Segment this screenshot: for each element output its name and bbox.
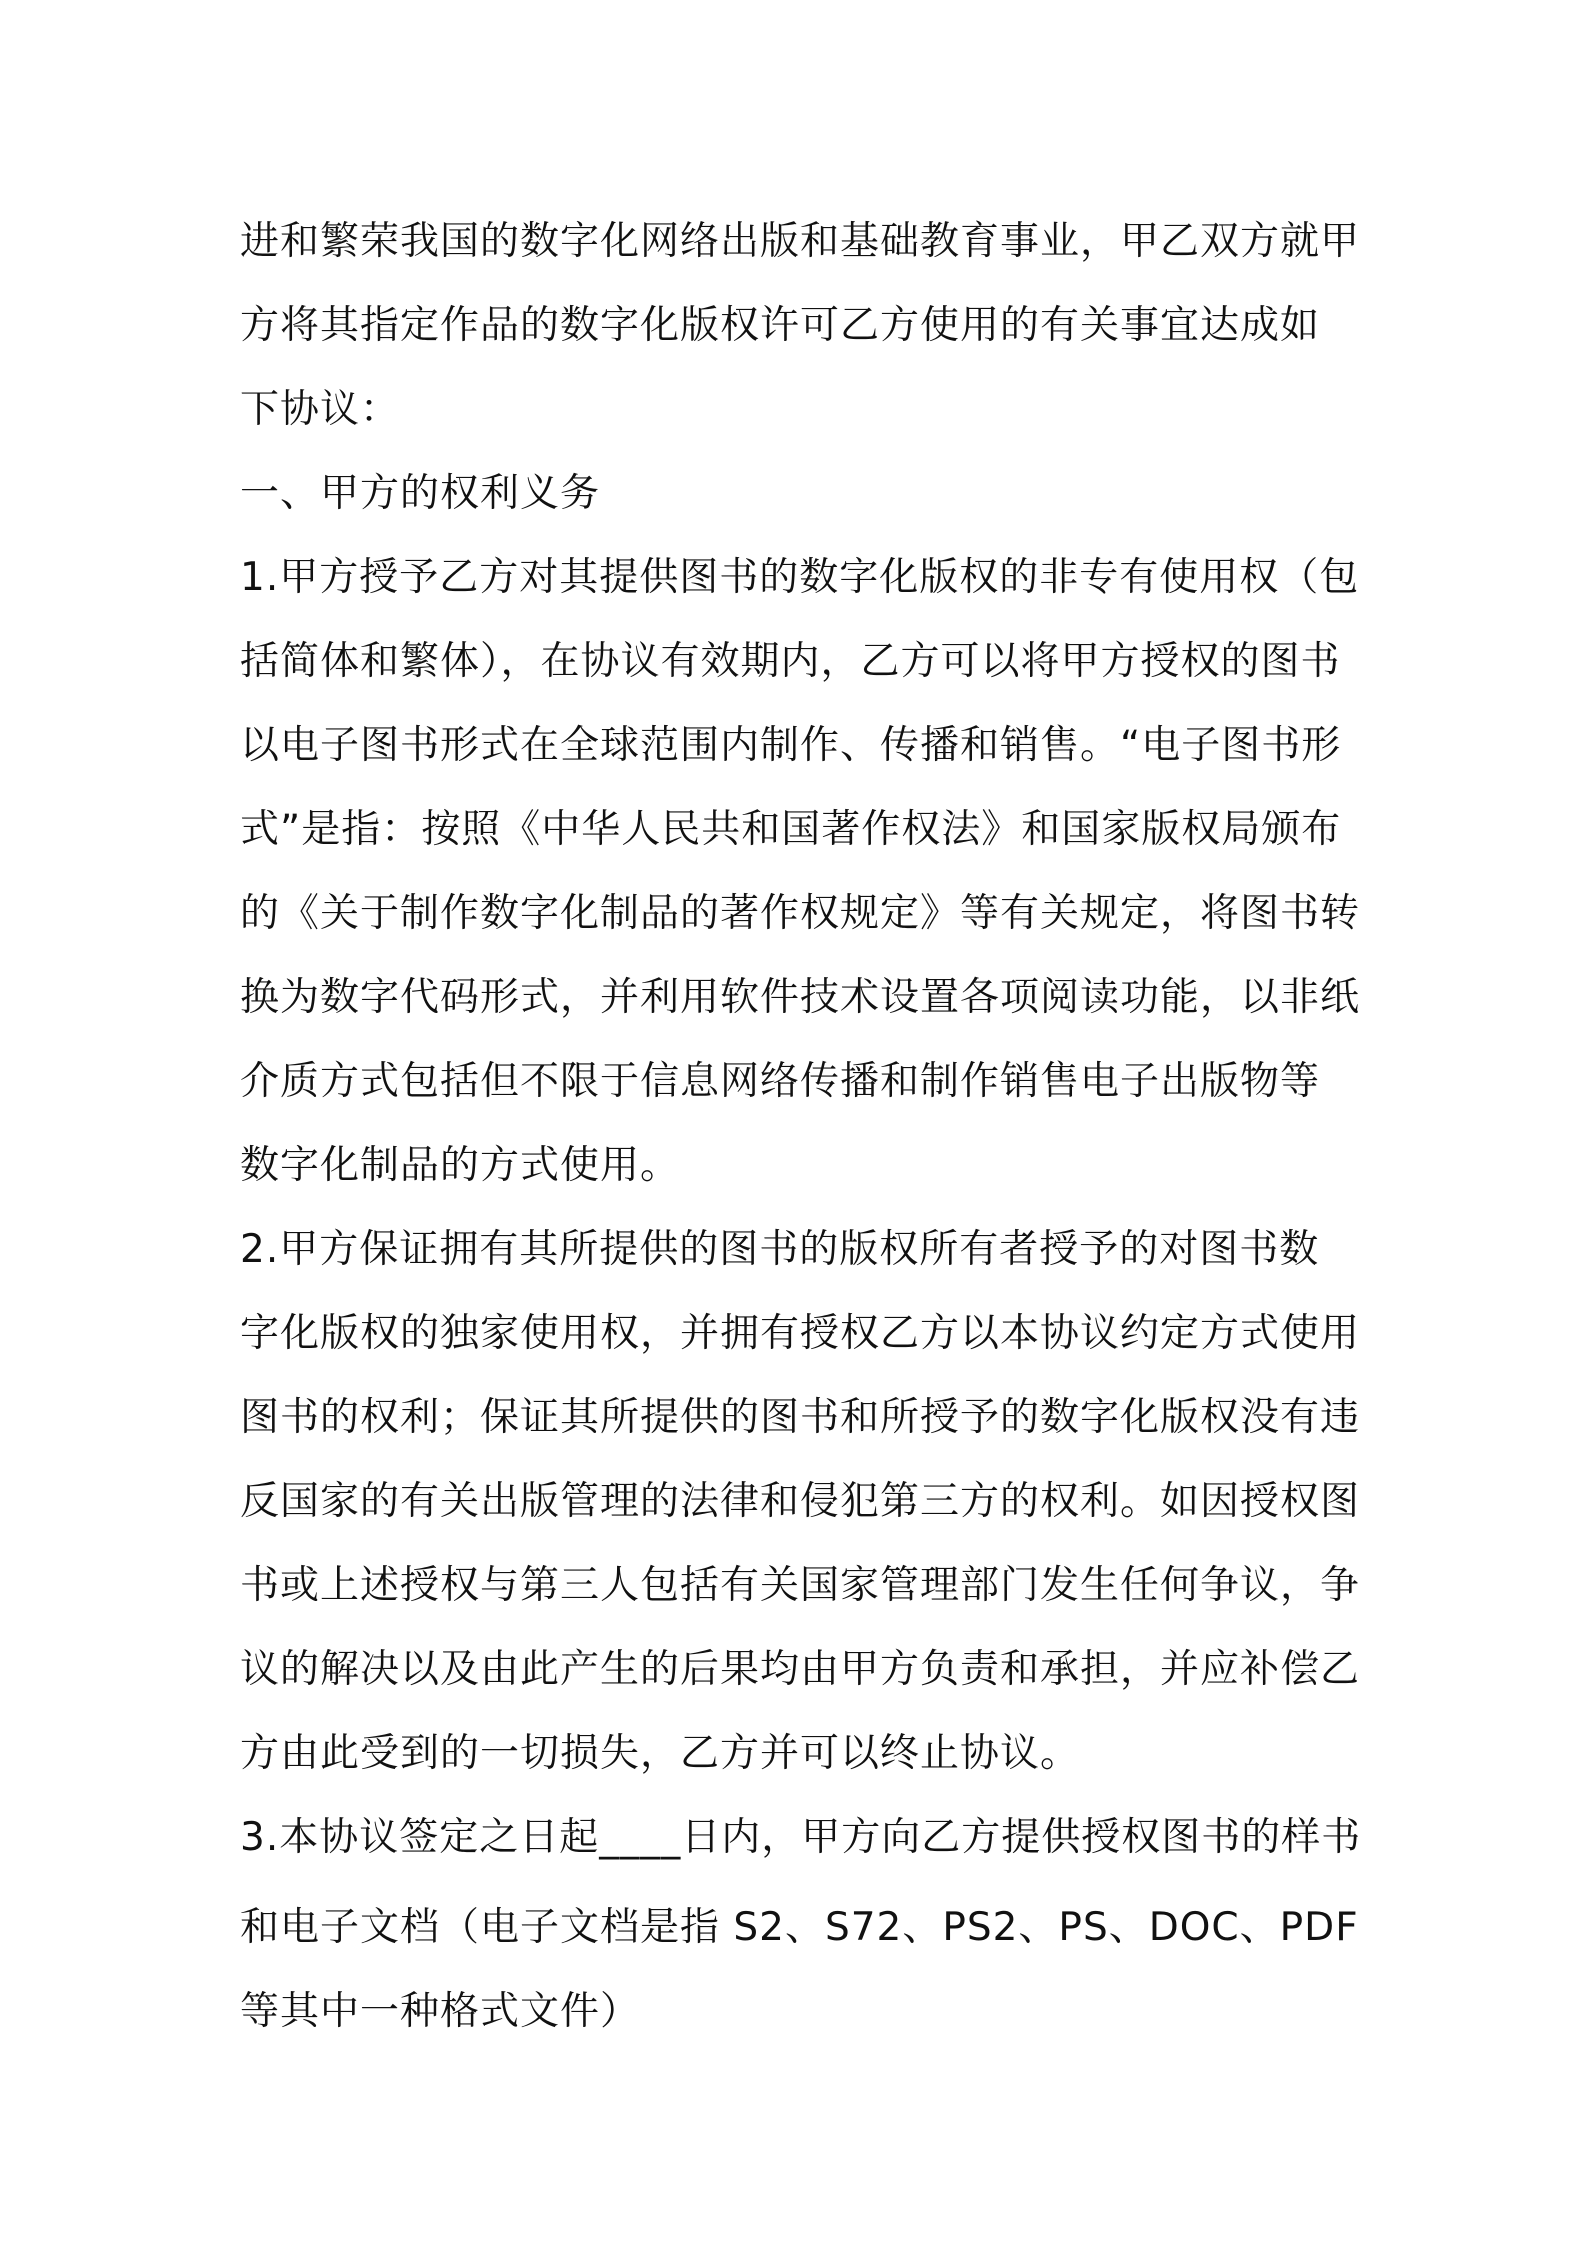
text-line: 的《关于制作数字化制品的著作权规定》等有关规定，将图书转 [240, 891, 1361, 936]
text-line: 等其中一种格式文件） [240, 1989, 641, 2034]
text-line: 介质方式包括但不限于信息网络传播和制作销售电子出版物等 [240, 1059, 1321, 1104]
text-line: 和电子文档（电子文档是指 S2、S72、PS2、PS、DOC、PDF [240, 1905, 1359, 1950]
text-line: 方将其指定作品的数字化版权许可乙方使用的有关事宜达成如 [240, 303, 1321, 348]
document-body [240, 200, 1362, 2054]
text-line: 图书的权利；保证其所提供的图书和所授予的数字化版权没有违 [240, 1395, 1361, 1440]
text-line: 方由此受到的一切损失，乙方并可以终止协议。 [240, 1731, 1081, 1776]
text-line: 括简体和繁体），在协议有效期内，乙方可以将甲方授权的图书 [240, 639, 1341, 684]
text-line: 式”是指：按照《中华人民共和国著作权法》和国家版权局颁布 [240, 807, 1342, 852]
text-line: 进和繁荣我国的数字化网络出版和基础教育事业，甲乙双方就甲 [240, 219, 1361, 264]
section-heading: 一、甲方的权利义务 [240, 471, 601, 516]
text-line: 议的解决以及由此产生的后果均由甲方负责和承担，并应补偿乙 [240, 1647, 1361, 1692]
text-line: 书或上述授权与第三人包括有关国家管理部门发生任何争议，争 [240, 1563, 1361, 1608]
text-line: 1.甲方授予乙方对其提供图书的数字化版权的非专有使用权（包 [240, 555, 1360, 600]
text-line: 以电子图书形式在全球范围内制作、传播和销售。“电子图书形 [240, 723, 1342, 768]
text-line: 3.本协议签定之日起____日内，甲方向乙方提供授权图书的样书 [240, 1815, 1362, 1860]
text-line: 2.甲方保证拥有其所提供的图书的版权所有者授予的对图书数 [240, 1227, 1320, 1272]
text-line: 数字化制品的方式使用。 [240, 1143, 681, 1188]
text-line: 字化版权的独家使用权，并拥有授权乙方以本协议约定方式使用 [240, 1311, 1361, 1356]
text-line: 换为数字代码形式，并利用软件技术设置各项阅读功能，以非纸 [240, 975, 1361, 1020]
text-line: 下协议： [240, 387, 401, 432]
text-line: 反国家的有关出版管理的法律和侵犯第三方的权利。如因授权图 [240, 1479, 1361, 1524]
